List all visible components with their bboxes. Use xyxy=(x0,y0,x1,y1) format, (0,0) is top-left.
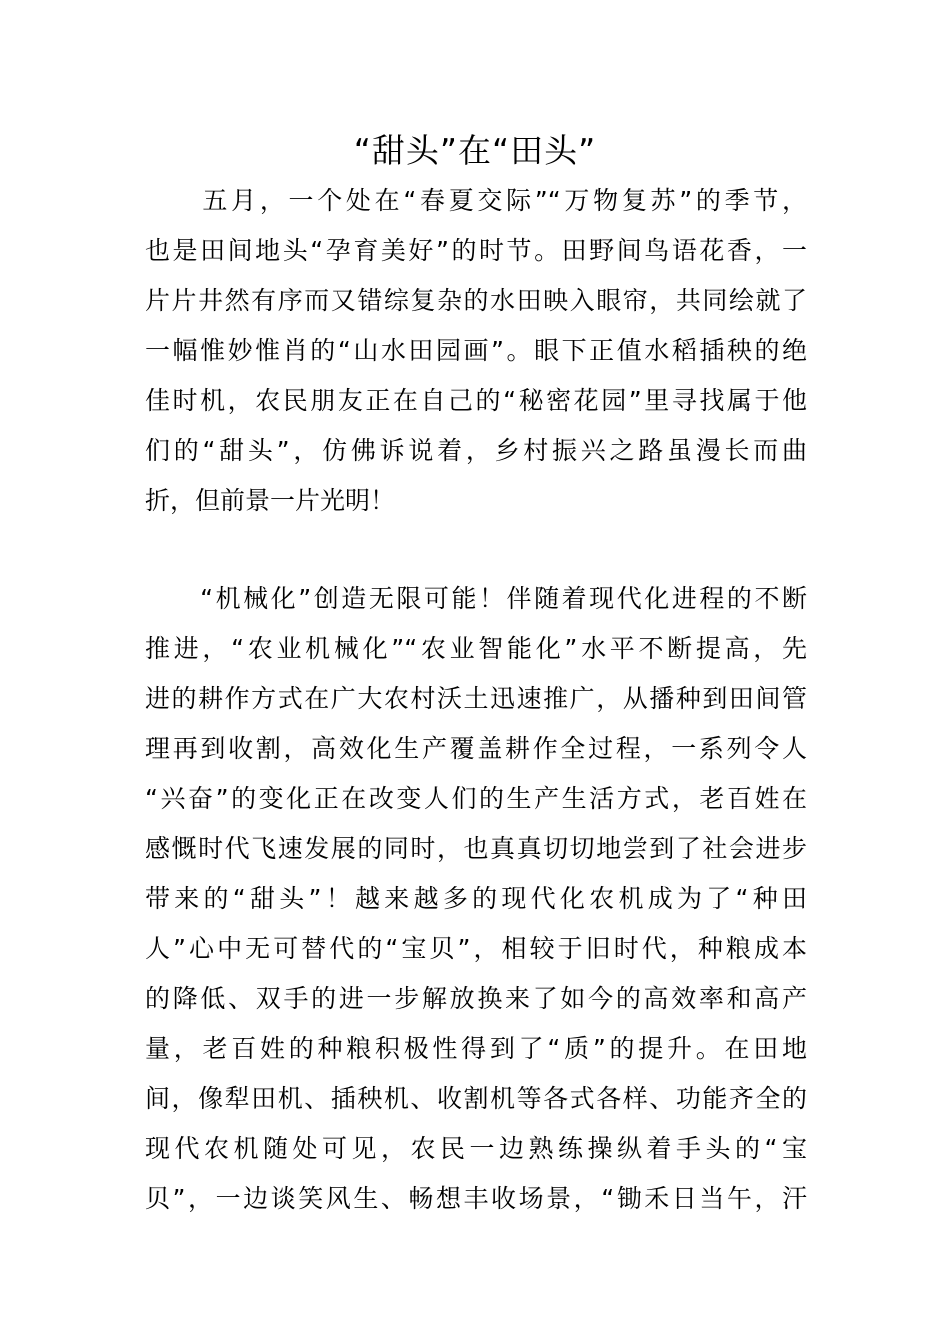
paragraph-line: 进的耕作方式在广大农村沃土迅速推广，从播种到田间管 xyxy=(145,684,807,713)
paragraph-line: “兴奋”的变化正在改变人们的生产生活方式，老百姓在 xyxy=(145,784,807,813)
paragraph-line: 理再到收割，高效化生产覆盖耕作全过程，一系列令人 xyxy=(145,734,807,763)
paragraph-line: “机械化”创造无限可能！伴随着现代化进程的不断 xyxy=(145,584,807,613)
paragraph-line: 的降低、双手的进一步解放换来了如今的高效率和高产 xyxy=(145,984,807,1013)
paragraph-line: 人”心中无可替代的“宝贝”，相较于旧时代，种粮成本 xyxy=(145,934,807,963)
paragraph-line: 带来的“甜头”！越来越多的现代化农机成为了“种田 xyxy=(145,884,807,913)
paragraph-line: 片片井然有序而又错综复杂的水田映入眼帘，共同绘就了 xyxy=(145,286,807,315)
paragraph-line: 一幅惟妙惟肖的“山水田园画”。眼下正值水稻插秧的绝 xyxy=(145,336,807,365)
paragraph-line: 折，但前景一片光明！ xyxy=(145,486,396,515)
paragraph-line: 感慨时代飞速发展的同时，也真真切切地尝到了社会进步 xyxy=(145,834,807,863)
paragraph-1 xyxy=(145,176,807,526)
paragraph-line: 贝”，一边谈笑风生、畅想丰收场景，“锄禾日当午，汗 xyxy=(145,1184,807,1213)
paragraph-line: 佳时机，农民朋友正在自己的“秘密花园”里寻找属于他 xyxy=(145,386,807,415)
document-title: “甜头”在“田头” xyxy=(353,131,597,170)
paragraph-line: 们的“甜头”，仿佛诉说着，乡村振兴之路虽漫长而曲 xyxy=(145,436,807,465)
paragraph-2 xyxy=(145,574,807,1224)
paragraph-line: 也是田间地头“孕育美好”的时节。田野间鸟语花香，一 xyxy=(145,236,807,265)
paragraph-line: 推进，“农业机械化”“农业智能化”水平不断提高，先 xyxy=(145,634,807,663)
paragraph-line: 量，老百姓的种粮积极性得到了“质”的提升。在田地 xyxy=(145,1034,807,1063)
paragraph-line: 现代农机随处可见，农民一边熟练操纵着手头的“宝 xyxy=(145,1134,807,1163)
paragraph-line: 五月，一个处在“春夏交际”“万物复苏”的季节， xyxy=(145,186,807,215)
paragraph-line: 间，像犁田机、插秧机、收割机等各式各样、功能齐全的 xyxy=(145,1084,807,1113)
